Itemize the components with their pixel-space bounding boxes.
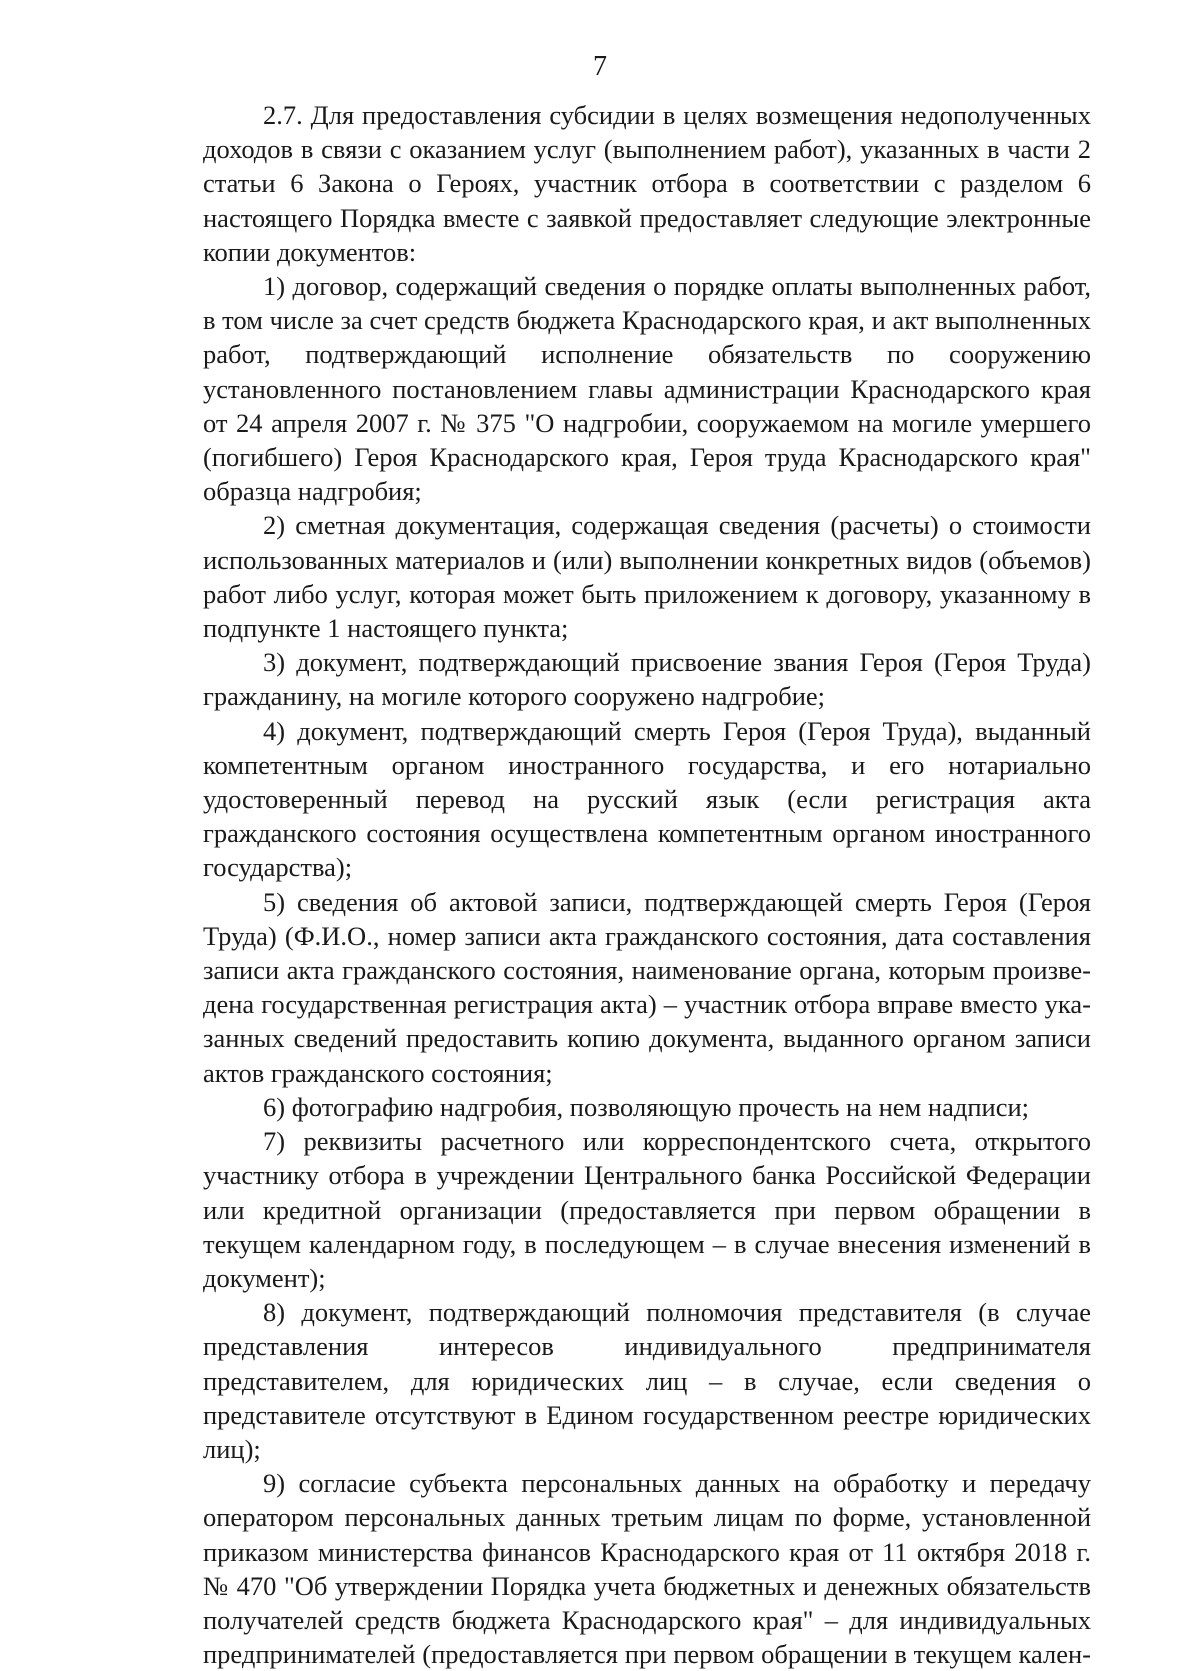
- list-item-3: 3) документ, подтверждающий присвоение звания Героя (Героя Труда) гражданину, на могиле которого сооружено надгробие;: [203, 647, 1091, 712]
- list-item-1: 1) договор, содержащий сведения о порядке оплаты выполненных работ, в том числе за счет средств бюджета Краснодарского края, и акт выполненных работ, подтверждающий исполнение обязательств по сооружению установленного постановлением главы администрации Краснодарского края от 24 апреля 2007 г. № 375 "О надгробии, сооружаемом на могиле умершего (погибшего) Героя Краснодарского края, Героя труда Краснодарского края" образца надгробия;: [203, 271, 1091, 507]
- page-number: 7: [593, 51, 607, 82]
- list-item-5: 5) сведения об актовой записи, подтверждающей смерть Героя (Героя Труда) (Ф.И.О., номер записи акта гражданского состояния, дата составления записи акта гражданского состояния, наименование органа, которым произведена государственная регистрация акта) – участник отбора вправе вместо указанных сведений предоставить копию документа, выданного органом записи актов гражданского состояния;: [203, 886, 1091, 1088]
- list-item-8: 8) документ, подтверждающий полномочия представителя (в случае представления интересов индивидуального предпринимателя представителем, для юридических лиц – в случае, если сведения о представителе отсутствуют в Едином государственном реестре юридических лиц);: [203, 1297, 1091, 1464]
- list-item-7: 7) реквизиты расчетного или корреспондентского счета, открытого участнику отбора в учреждении Центрального банка Российской Федерации или кредитной организации (предоставляется при первом обращении в текущем календарном году, в последующем – в случае внесения изменений в документ);: [203, 1126, 1091, 1293]
- list-item-6: 6) фотографию надгробия, позволяющую прочесть на нем надписи;: [263, 1091, 1030, 1122]
- list-item-9: 9) согласие субъекта персональных данных на обработку и передачу оператором персональных данных третьим лицам по форме, установленной приказом министерства финансов Краснодарского края от 11 октября 2018 г. № 470 "Об утверждении Порядка учета бюджетных и денежных обязательств получателей средств бюджета Краснодарского края" – для индивидуальных предпринимателей (предоставляется при первом обращении в текущем кален-: [203, 1468, 1091, 1670]
- document-body: [203, 98, 1091, 1671]
- list-item-2: 2) сметная документация, содержащая сведения (расчеты) о стоимости использованных материалов и (или) выполнении конкретных видов (объемов) работ либо услуг, которая может быть приложением к договору, указанному в подпункте 1 настоящего пункта;: [203, 510, 1091, 644]
- paragraph-2-7: 2.7. Для предоставления субсидии в целях возмещения недополученных доходов в связи с оказанием услуг (выполнением работ), указанных в части 2 статьи 6 Закона о Героях, участник отбора в соответствии с разделом 6 настоящего Порядка вместе с заявкой предоставляет следующие электронные копии документов:: [203, 100, 1091, 267]
- list-item-4: 4) документ, подтверждающий смерть Героя (Героя Труда), выданный компетентным органом иностранного государства, и его нотариально удостоверенный перевод на русский язык (если регистрация акта гражданского состояния осуществлена компетентным органом иностранного государства);: [203, 715, 1091, 883]
